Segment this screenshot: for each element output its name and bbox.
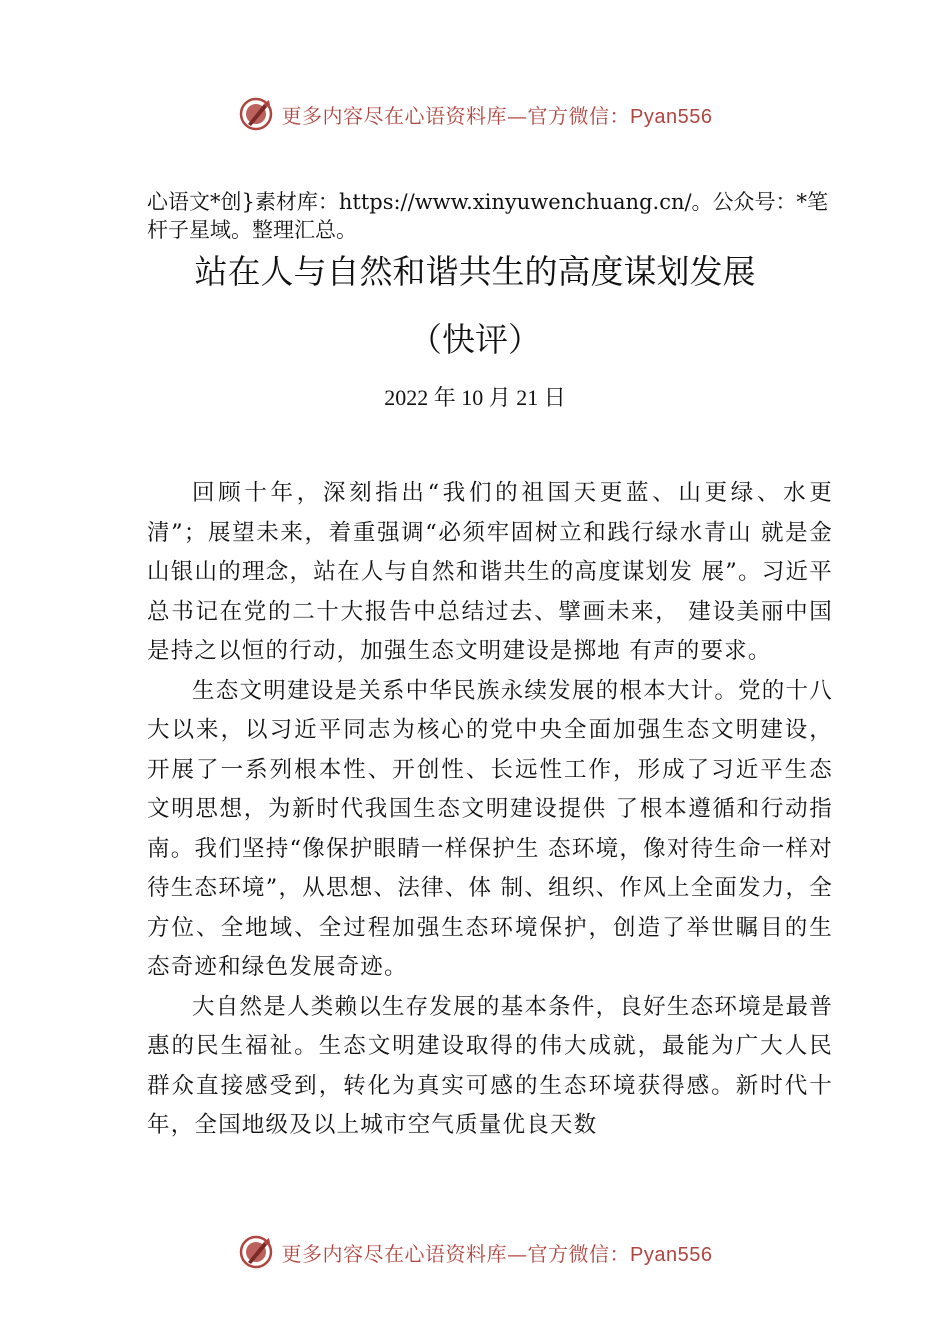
watermark-text	[282, 1238, 713, 1267]
watermark-cn-text: 更多内容尽在心语资料库—	[281, 1241, 528, 1266]
article-body	[147, 474, 833, 1146]
watermark-wechat-id: Pyan556	[630, 105, 713, 128]
watermark-wechat-label: 官方微信：	[527, 1241, 631, 1266]
header-watermark-banner	[0, 92, 950, 136]
article-title: 站在人与自然和谐共生的高度谋划发展	[194, 252, 756, 291]
article-paragraph: 大自然是人类赖以生存发展的基本条件，良好生态环境是最普惠的民生福祉。生态文明建设取得的伟大成就，最能为广大人民群众直接感受到，转化为真实可感的生态环境获得感。新时代十年，全国地级及以上城市空气质量优良天数	[147, 993, 833, 1138]
article-date: 2022 年 10 月 21 日	[384, 385, 566, 410]
watermark-wechat-label: 官方微信：	[527, 103, 631, 128]
watermark-text	[282, 100, 713, 129]
watermark-cn-text: 更多内容尽在心语资料库—	[281, 103, 528, 128]
source-note: 心语文*创}素材库：https://www.xinyuwenchuang.cn/。公众号：*笔杆子星域。整理汇总。	[147, 190, 829, 242]
pen-nib-logo-icon	[238, 1234, 274, 1270]
pen-nib-logo-icon	[238, 96, 274, 132]
article-paragraph: 回顾十年，深刻指出“我们的祖国天更蓝、山更绿、水更清”；展望未来，着重强调“必须牢固树立和践行绿水青山 就是金山银山的理念，站在人与自然和谐共生的高度谋划发 展”。习近平总书记在党的二十大报告中总结过去、擘画未来， 建设美丽中国是持之以恒的行动，加强生态文明建设是掷地 有声的要求。	[147, 480, 833, 664]
article-subtitle: （快评）	[409, 320, 541, 359]
watermark-wechat-id: Pyan556	[630, 1243, 713, 1266]
article-paragraph: 生态文明建设是关系中华民族永续发展的根本大计。党的十八大以来，以习近平同志为核心的党中央全面加强生态文明建设，开展了一系列根本性、开创性、长远性工作，形成了习近平生态文明思想，为新时代我国生态文明建设提供 了根本遵循和行动指南。我们坚持“像保护眼睛一样保护生 态环境，像对待生命一样对待生态环境”，从思想、法律、体 制、组织、作风上全面发力，全方位、全地域、全过程加强生态环境保护，创造了举世瞩目的生态奇迹和绿色发展奇迹。	[147, 677, 833, 980]
footer-watermark-banner	[0, 1230, 950, 1274]
